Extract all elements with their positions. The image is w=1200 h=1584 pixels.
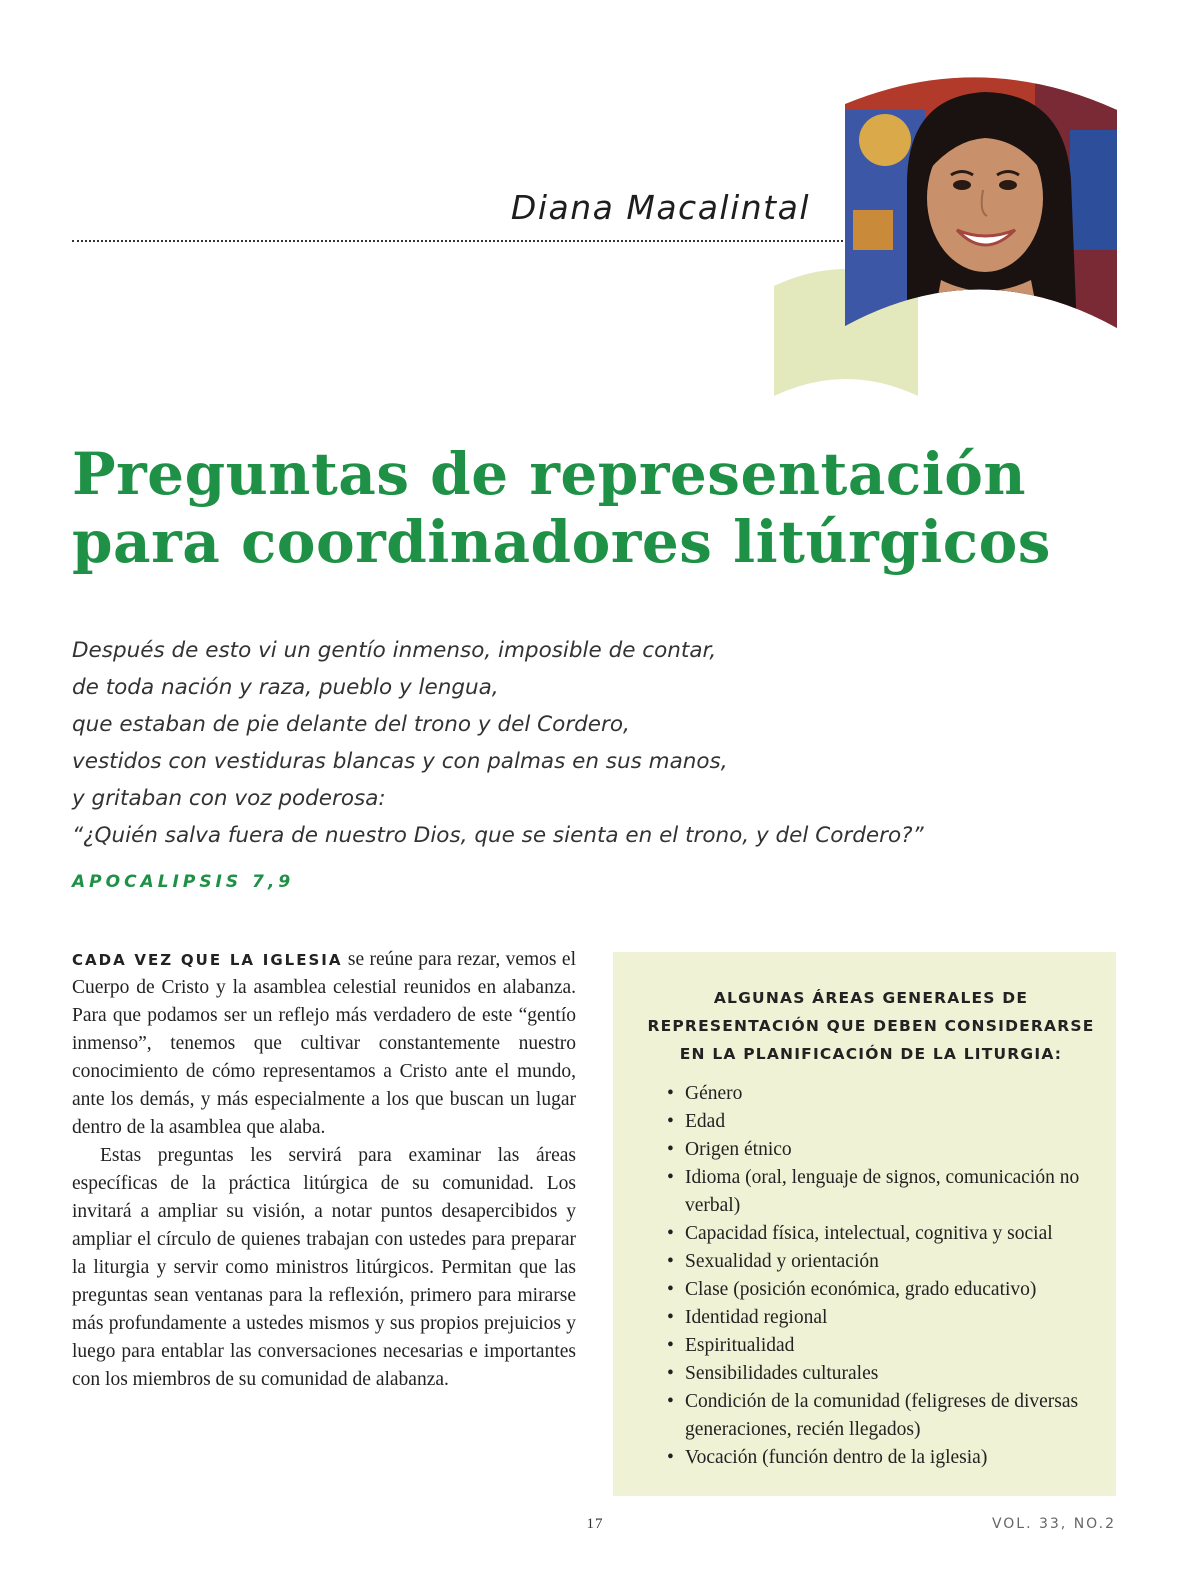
- list-item: • Idioma (oral, lenguaje de signos, comunicación no verbal): [685, 1164, 1086, 1220]
- verse-reference: APOCALIPSIS 7,9: [72, 872, 295, 892]
- issue-label: VOL. 33, NO.2: [991, 1516, 1116, 1532]
- article-title: [72, 440, 1132, 576]
- lead-in-text: CADA VEZ QUE LA IGLESIA: [72, 951, 343, 969]
- verse-line: vestidos con vestiduras blancas y con palmas en sus manos,: [72, 749, 728, 774]
- list-item: • Origen étnico: [685, 1136, 1086, 1164]
- title-line-2: para coordinadores litúrgicos: [72, 508, 1051, 576]
- verse-line: “¿Quién salva fuera de nuestro Dios, que se sienta en el trono, y del Cordero?”: [72, 823, 924, 848]
- list-item: • Clase (posición económica, grado educativo): [685, 1276, 1086, 1304]
- verse-line: que estaban de pie delante del trono y del Cordero,: [72, 712, 630, 737]
- author-portrait: [845, 70, 1117, 330]
- author-name: Diana Macalintal: [510, 188, 810, 227]
- list-item: • Sexualidad y orientación: [685, 1248, 1086, 1276]
- scripture-verse: [72, 632, 1132, 854]
- verse-line: y gritaban con voz poderosa:: [72, 786, 386, 811]
- list-item: • Género: [685, 1080, 1086, 1108]
- paragraph-1: [72, 946, 576, 1142]
- verse-line: Después de esto vi un gentío inmenso, imposible de contar,: [72, 638, 717, 663]
- title-line-1: Preguntas de representación: [72, 440, 1027, 508]
- paragraph-2: Estas preguntas les servirá para examinar las áreas específicas de la práctica litúrgica de su comunidad. Los invitará a ampliar su visión, a notar puntos desapercibidos y ampliar el círculo de quienes trabajan con ustedes para preparar la liturgia y servir como ministros litúrgicos. Permitan que las preguntas sean ventanas para la reflexión, primero para mirarse más profundamente a ustedes mismos y sus propios prejuicios y luego para entablar las conversaciones necesarias e importantes con los miembros de su comunidad de alabanza.: [72, 1145, 576, 1390]
- list-item: • Condición de la comunidad (feligreses de diversas generaciones, recién llegados): [685, 1388, 1086, 1444]
- article-body: [72, 946, 576, 1394]
- list-item: • Capacidad física, intelectual, cognitiva y social: [685, 1220, 1086, 1248]
- dotted-divider: [72, 240, 847, 242]
- list-item: • Vocación (función dentro de la iglesia): [685, 1444, 1086, 1472]
- sidebar-title: ALGUNAS ÁREAS GENERALES DE REPRESENTACIÓN QUE DEBEN CONSIDERARSE EN LA PLANIFICACIÓN DE LA LITURGIA:: [647, 989, 1095, 1063]
- list-item: • Espiritualidad: [685, 1332, 1086, 1360]
- sidebar-list: [663, 1080, 1086, 1472]
- list-item: • Edad: [685, 1108, 1086, 1136]
- verse-line: de toda nación y raza, pueblo y lengua,: [72, 675, 499, 700]
- paragraph-1-text: se reúne para rezar, vemos el Cuerpo de Cristo y la asamblea celestial reunidos en alabanza. Para que podamos ser un reflejo más verdadero de este “gentío inmenso”, tenemos que cultivar constantemente nuestro conocimiento de cómo representamos a Cristo ante el mundo, ante los demás, y más especialmente a los que buscan un lugar dentro de la asamblea que alaba.: [72, 949, 576, 1138]
- list-item: • Sensibilidades culturales: [685, 1360, 1086, 1388]
- sidebar-box: [613, 952, 1116, 1496]
- list-item: • Identidad regional: [685, 1304, 1086, 1332]
- page-number: 17: [586, 1516, 604, 1532]
